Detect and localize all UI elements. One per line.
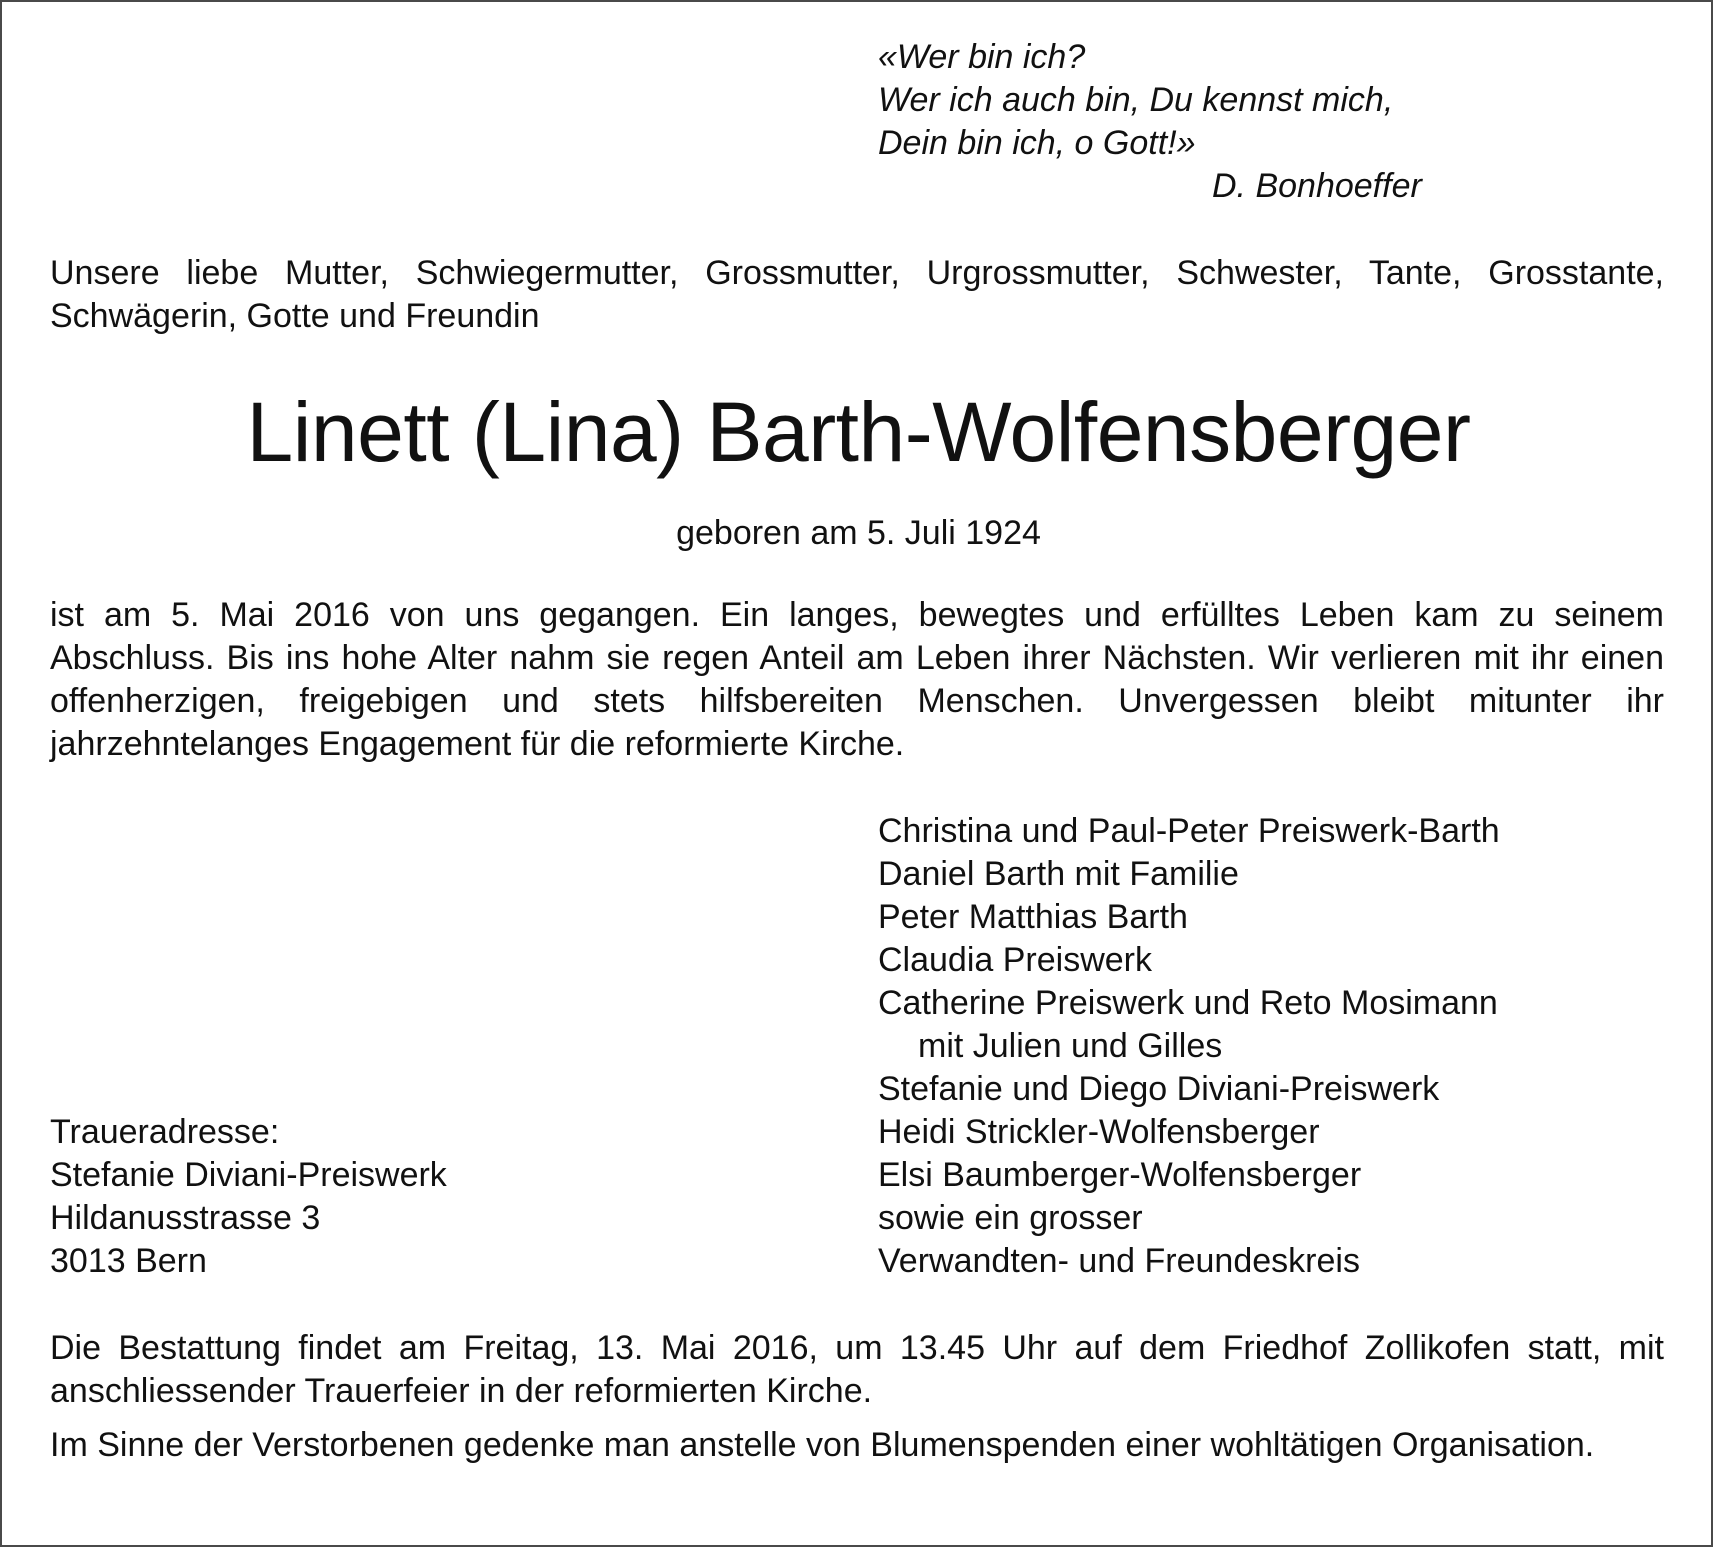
quote-author: D. Bonhoeffer	[1212, 167, 1422, 205]
survivor-entry: Daniel Barth mit Familie	[878, 855, 1239, 893]
intro-paragraph: Unsere liebe Mutter, Schwiegermutter, Grossmutter, Urgrossmutter, Schwester, Tante, Grosstante, Schwägerin, Gotte und Freundin	[50, 254, 1664, 335]
funeral-paragraph: Die Bestattung findet am Freitag, 13. Mai 2016, um 13.45 Uhr auf dem Friedhof Zollikofen statt, mit anschliessender Trauerfeier in der reformierten Kirche.	[50, 1329, 1664, 1410]
survivor-entry: Peter Matthias Barth	[878, 898, 1188, 936]
survivor-entry: Verwandten- und Freundeskreis	[878, 1242, 1360, 1280]
survivor-entry: Catherine Preiswerk und Reto Mosimann	[878, 984, 1498, 1022]
survivor-entry: Stefanie und Diego Diviani-Preiswerk	[878, 1070, 1440, 1108]
survivor-entry: Heidi Strickler-Wolfensberger	[878, 1113, 1320, 1151]
address-city: 3013 Bern	[50, 1242, 207, 1280]
survivors-list	[878, 810, 1678, 1283]
quote-line: Dein bin ich, o Gott!»	[878, 124, 1196, 162]
quote-line: Wer ich auch bin, Du kennst mich,	[878, 81, 1394, 119]
deceased-name: Linett (Lina) Barth-Wolfensberger	[246, 385, 1471, 479]
quote-line: «Wer bin ich?	[878, 38, 1086, 76]
survivor-entry: mit Julien und Gilles	[918, 1027, 1223, 1065]
mourning-address	[50, 1111, 750, 1283]
address-street: Hildanusstrasse 3	[50, 1199, 321, 1237]
main-paragraph: ist am 5. Mai 2016 von uns gegangen. Ein langes, bewegtes und erfülltes Leben kam zu seinem Abschluss. Bis ins hohe Alter nahm sie regen Anteil am Leben ihrer Nächsten. Wir verlieren mit ihr einen offenherzigen, freigebigen und stets hilfsbereiten Menschen. Unvergessen bleibt mitunter ihr jahrzehntelanges Engagement für die reformierte Kirche.	[50, 596, 1664, 763]
survivor-entry: Claudia Preiswerk	[878, 941, 1152, 979]
survivor-entry: sowie ein grosser	[878, 1199, 1143, 1237]
birth-date-line: geboren am 5. Juli 1924	[676, 514, 1041, 552]
address-heading: Traueradresse:	[50, 1113, 280, 1151]
epigraph-quote	[878, 36, 1498, 208]
donation-paragraph: Im Sinne der Verstorbenen gedenke man anstelle von Blumenspenden einer wohltätigen Organisation.	[50, 1426, 1595, 1464]
survivor-entry: Christina und Paul-Peter Preiswerk-Barth	[878, 812, 1500, 850]
address-name: Stefanie Diviani-Preiswerk	[50, 1156, 447, 1194]
survivor-entry: Elsi Baumberger-Wolfensberger	[878, 1156, 1362, 1194]
